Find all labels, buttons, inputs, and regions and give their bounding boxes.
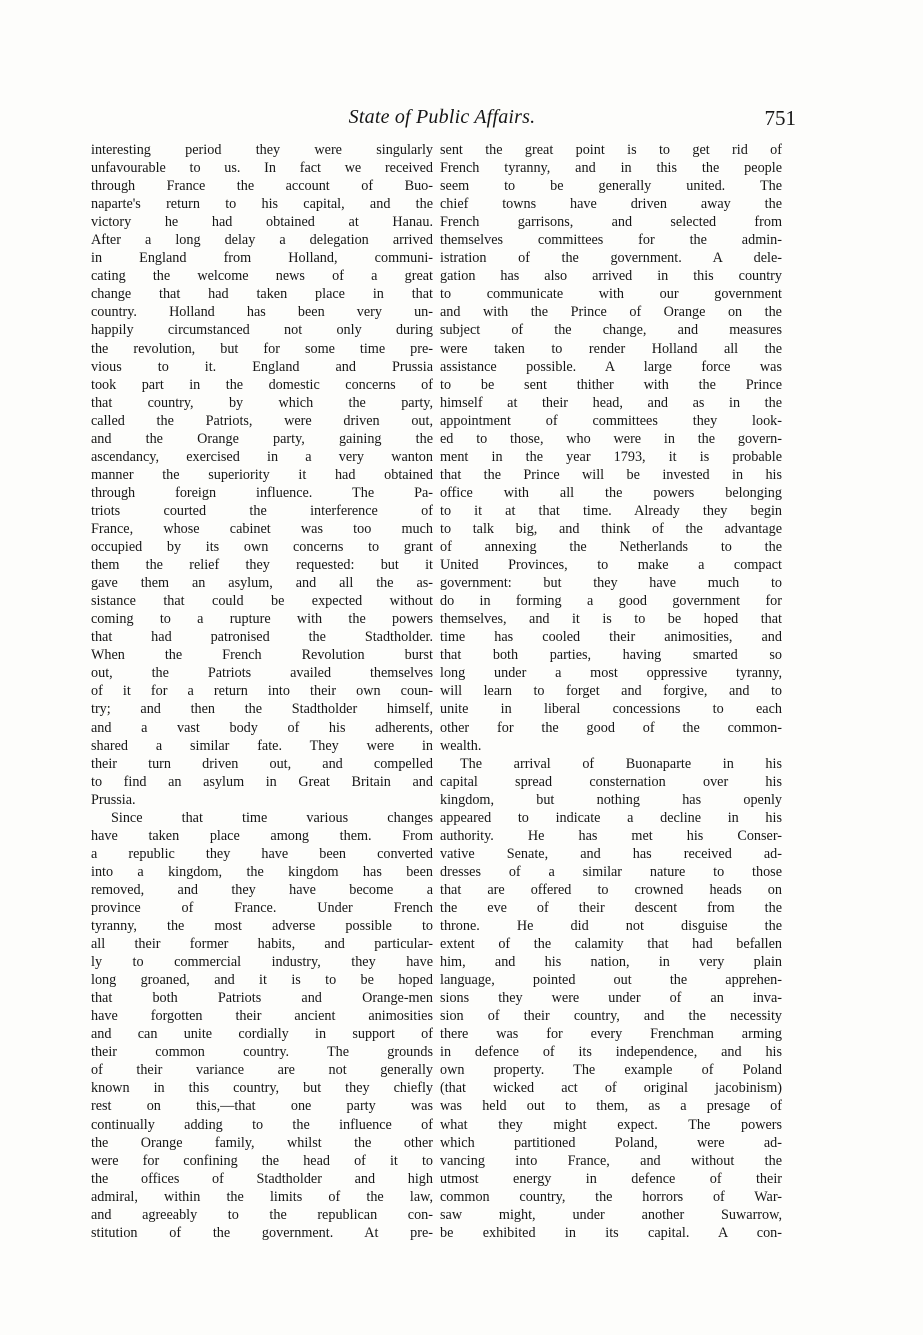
page-number: 751: [764, 106, 796, 130]
text-line: of it for a return into their own coun-: [91, 683, 433, 700]
text-line: that had patronised the Stadtholder.: [91, 629, 433, 646]
text-line: cating the welcome news of a great: [91, 268, 433, 285]
text-line: throne. He did not disguise the: [440, 918, 782, 935]
text-line: long under a most oppressive tyranny,: [440, 665, 782, 682]
text-line: were for confining the head of it to: [91, 1152, 433, 1169]
text-line: sistance that could be expected without: [91, 593, 433, 610]
text-line: assistance possible. A large force was: [440, 358, 782, 375]
text-line: change that had taken place in that: [91, 286, 433, 303]
paragraph: [440, 755, 782, 1242]
text-line: vative Senate, and has received ad-: [440, 845, 782, 862]
text-line: Prussia.: [91, 791, 136, 808]
text-line: through France the account of Buo-: [91, 178, 433, 195]
text-line: out, the Patriots availed themselves: [91, 665, 433, 682]
text-line: removed, and they have become a: [91, 881, 433, 898]
text-line: extent of the calamity that had befallen: [440, 936, 782, 953]
text-line: continually adding to the influence of: [91, 1116, 433, 1133]
text-line: in defence of its independence, and his: [440, 1044, 782, 1061]
text-line: province of France. Under French: [91, 899, 433, 916]
text-line: coming to a rupture with the powers: [91, 611, 433, 628]
text-line: naparte's return to his capital, and the: [91, 196, 433, 213]
text-line: be exhibited in its capital. A con-: [440, 1224, 782, 1241]
text-line: dresses of a similar nature to those: [440, 863, 782, 880]
text-line: istration of the government. A dele-: [440, 250, 782, 267]
text-line: the eve of their descent from the: [440, 899, 782, 916]
text-line: shared a similar fate. They were in: [91, 737, 433, 754]
text-line: common country, the horrors of War-: [440, 1188, 782, 1205]
text-line: vancing into France, and without the: [440, 1152, 782, 1169]
text-line: there was for every Frenchman arming: [440, 1026, 782, 1043]
text-line: to find an asylum in Great Britain and: [91, 773, 433, 790]
text-line: chief towns have driven away the: [440, 196, 782, 213]
text-line: and can unite cordially in support of: [91, 1026, 433, 1043]
text-line: government: but they have much to: [440, 575, 782, 592]
text-line: that both parties, having smarted so: [440, 647, 782, 664]
text-line: himself at their head, and as in the: [440, 394, 782, 411]
text-line: vious to it. England and Prussia: [91, 358, 433, 375]
text-line: what they might expect. The powers: [440, 1116, 782, 1133]
text-line: into a kingdom, the kingdom has been: [91, 863, 433, 880]
text-line: the offices of Stadtholder and high: [91, 1170, 433, 1187]
text-line: ly to commercial industry, they have: [91, 954, 433, 971]
text-line: France, whose cabinet was too much: [91, 520, 433, 537]
text-line: and agreeably to the republican con-: [91, 1206, 433, 1223]
text-line: known in this country, but they chiefly: [91, 1080, 433, 1097]
text-line: in England from Holland, communi-: [91, 250, 433, 267]
text-line: appeared to indicate a decline in his: [440, 809, 782, 826]
text-line: language, pointed out the apprehen-: [440, 972, 782, 989]
text-line: have taken place among them. From: [91, 827, 433, 844]
text-line: (that wicked act of original jacobinism): [440, 1080, 782, 1097]
text-line: will learn to forget and forgive, and to: [440, 683, 782, 700]
text-line: unite in liberal concessions to each: [440, 701, 782, 718]
text-line: their turn driven out, and compelled: [91, 755, 433, 772]
text-line: happily circumstanced not only during: [91, 322, 433, 339]
text-line: occupied by its own concerns to grant: [91, 539, 433, 556]
text-line: of annexing the Netherlands to the: [440, 539, 782, 556]
text-line: unfavourable to us. In fact we received: [91, 160, 433, 177]
text-line: and the Orange party, gaining the: [91, 430, 433, 447]
text-line: sions they were under of an inva-: [440, 990, 782, 1007]
text-line: sion of their country, and the necessity: [440, 1008, 782, 1025]
text-line: themselves, and it is to be hoped that: [440, 611, 782, 628]
text-line: that the Prince will be invested in his: [440, 466, 782, 483]
right-column: [440, 141, 782, 1242]
text-line: wealth.: [440, 737, 482, 754]
text-line: called the Patriots, were driven out,: [91, 412, 433, 429]
text-line: to it at that time. Already they begin: [440, 502, 782, 519]
text-line: which partitioned Poland, were ad-: [440, 1134, 782, 1151]
text-line: their common country. The grounds: [91, 1044, 433, 1061]
text-line: interesting period they were singularly: [91, 142, 433, 158]
text-line: Since that time various changes: [111, 809, 433, 826]
text-line: country. Holland has been very un-: [91, 304, 433, 321]
text-line: After a long delay a delegation arrived: [91, 232, 433, 249]
text-line: to talk big, and think of the advantage: [440, 520, 782, 537]
paragraph: [440, 141, 782, 755]
text-line: appointment of committees they look-: [440, 412, 782, 429]
text-line: the revolution, but for some time pre-: [91, 340, 433, 357]
text-line: and a vast body of his adherents,: [91, 719, 433, 736]
text-line: and with the Prince of Orange on the: [440, 304, 782, 321]
paragraph: [91, 141, 433, 809]
text-line: admiral, within the limits of the law,: [91, 1188, 433, 1205]
text-line: When the French Revolution burst: [91, 647, 433, 664]
text-line: them the relief they requested: but it: [91, 557, 433, 574]
text-line: through foreign influence. The Pa-: [91, 484, 433, 501]
page-header: [88, 106, 796, 132]
text-line: time has cooled their animosities, and: [440, 629, 782, 646]
text-line: authority. He has met his Conser-: [440, 827, 782, 844]
text-line: French garrisons, and selected from: [440, 214, 782, 231]
running-title: State of Public Affairs.: [348, 106, 536, 128]
text-line: capital spread consternation over his: [440, 773, 782, 790]
text-line: seem to be generally united. The: [440, 178, 782, 195]
text-line: that country, by which the party,: [91, 394, 433, 411]
text-line: United Provinces, to make a compact: [440, 557, 782, 574]
text-line: own property. The example of Poland: [440, 1062, 782, 1079]
text-line: to communicate with our government: [440, 286, 782, 303]
text-line: rest on this,—that one party was: [91, 1098, 433, 1115]
text-line: subject of the change, and measures: [440, 322, 782, 339]
text-line: office with all the powers belonging: [440, 484, 782, 501]
text-line: have forgotten their ancient animosities: [91, 1008, 433, 1025]
text-line: the Orange family, whilst the other: [91, 1134, 433, 1151]
text-line: stitution of the government. At pre-: [91, 1224, 433, 1241]
text-line: The arrival of Buonaparte in his: [460, 755, 782, 772]
paragraph: [91, 809, 433, 1242]
left-column: [91, 141, 433, 1242]
text-line: manner the superiority it had obtained: [91, 466, 433, 483]
text-line: kingdom, but nothing has openly: [440, 791, 782, 808]
text-line: a republic they have been converted: [91, 845, 433, 862]
text-line: triots courted the interference of: [91, 502, 433, 519]
text-line: do in forming a good government for: [440, 593, 782, 610]
text-line: was held out to them, as a presage of: [440, 1098, 782, 1115]
text-line: all their former habits, and particular-: [91, 936, 433, 953]
text-line: victory he had obtained at Hanau.: [91, 214, 433, 231]
text-line: were taken to render Holland all the: [440, 340, 782, 357]
text-line: ment in the year 1793, it is probable: [440, 448, 782, 465]
text-line: utmost energy in defence of their: [440, 1170, 782, 1187]
text-line: long groaned, and it is to be hoped: [91, 972, 433, 989]
text-line: that both Patriots and Orange-men: [91, 990, 433, 1007]
text-line: that are offered to crowned heads on: [440, 881, 782, 898]
text-line: French tyranny, and in this the people: [440, 160, 782, 177]
text-line: try; and then the Stadtholder himself,: [91, 701, 433, 718]
text-line: gave them an asylum, and all the as-: [91, 575, 433, 592]
text-line: to be sent thither with the Prince: [440, 376, 782, 393]
text-line: ascendancy, exercised in a very wanton: [91, 448, 433, 465]
text-line: other for the good of the common-: [440, 719, 782, 736]
text-line: themselves committees for the admin-: [440, 232, 782, 249]
text-line: saw might, under another Suwarrow,: [440, 1206, 782, 1223]
text-line: him, and his nation, in very plain: [440, 954, 782, 971]
text-line: took part in the domestic concerns of: [91, 376, 433, 393]
text-line: tyranny, the most adverse possible to: [91, 918, 433, 935]
text-line: of their variance are not generally: [91, 1062, 433, 1079]
text-line: ed to those, who were in the govern-: [440, 430, 782, 447]
text-line: sent the great point is to get rid of: [440, 142, 782, 158]
text-line: gation has also arrived in this country: [440, 268, 782, 285]
